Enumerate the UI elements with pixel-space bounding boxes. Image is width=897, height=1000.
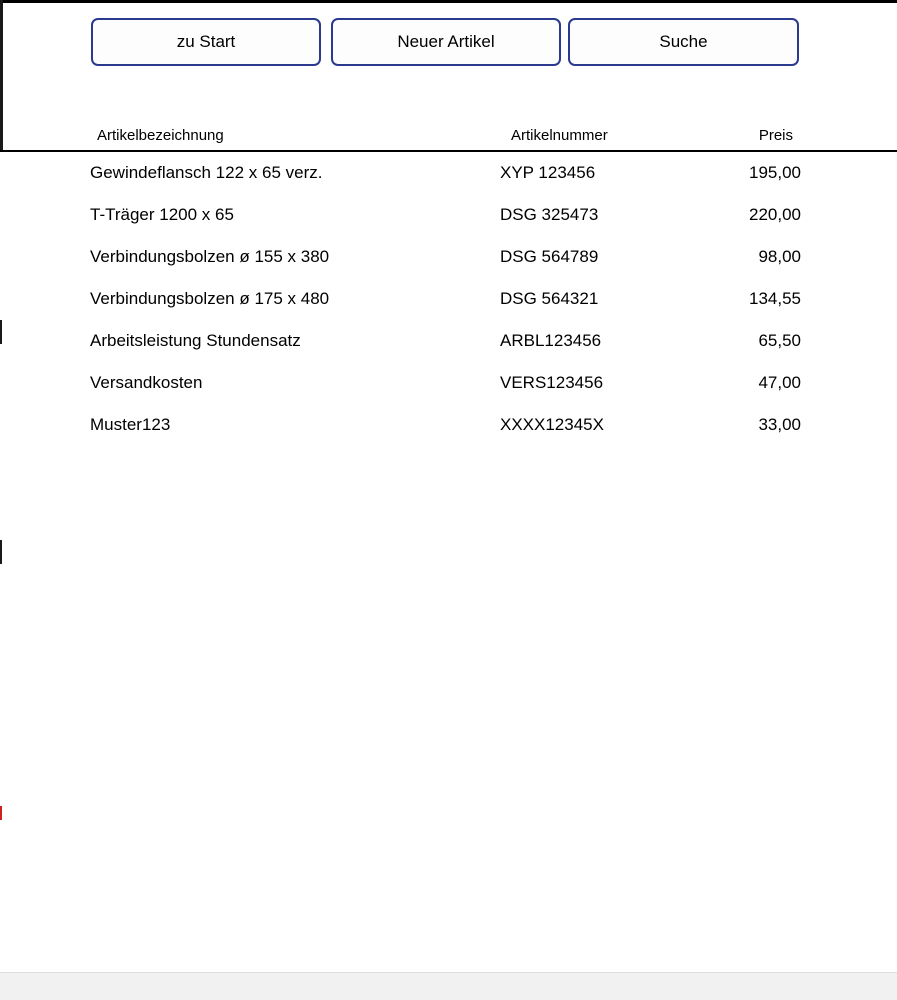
column-header-preis: Preis <box>758 127 793 144</box>
table-row[interactable] <box>0 152 897 194</box>
article-price: 98,00 <box>758 247 801 266</box>
table-row[interactable] <box>0 404 897 446</box>
article-number: XXXX12345X <box>500 415 604 434</box>
article-price: 47,00 <box>758 373 801 392</box>
table-row[interactable] <box>0 278 897 320</box>
table-row[interactable] <box>0 236 897 278</box>
article-description: Versandkosten <box>90 373 203 392</box>
window-top-edge <box>0 0 897 3</box>
table-row[interactable] <box>0 362 897 404</box>
article-number: VERS123456 <box>500 373 604 392</box>
article-price: 65,50 <box>758 331 801 350</box>
article-price: 220,00 <box>749 205 801 224</box>
article-description: T-Träger 1200 x 65 <box>90 205 234 224</box>
to-start-button[interactable]: zu Start <box>91 18 321 66</box>
column-header-artikelnummer: Artikelnummer <box>511 127 608 144</box>
article-description: Arbeitsleistung Stundensatz <box>90 331 301 350</box>
article-number: DSG 564789 <box>500 247 599 266</box>
search-button[interactable]: Suche <box>568 18 799 66</box>
horizontal-scrollbar[interactable] <box>0 972 897 1000</box>
screen-edge-mark-red <box>0 806 2 820</box>
article-description: Verbindungsbolzen ø 155 x 380 <box>90 247 330 266</box>
article-price: 195,00 <box>749 163 801 182</box>
article-number: DSG 325473 <box>500 205 599 224</box>
article-description: Gewindeflansch 122 x 65 verz. <box>90 163 323 182</box>
article-number: DSG 564321 <box>500 289 599 308</box>
article-price: 134,55 <box>749 289 801 308</box>
article-number: ARBL123456 <box>500 331 602 350</box>
screen-edge-mark <box>0 540 2 564</box>
article-description: Muster123 <box>90 415 171 434</box>
column-header-artikelbezeichnung: Artikelbezeichnung <box>97 127 224 144</box>
article-description: Verbindungsbolzen ø 175 x 480 <box>90 289 330 308</box>
article-list <box>0 152 897 446</box>
table-row[interactable] <box>0 320 897 362</box>
article-price: 33,00 <box>758 415 801 434</box>
table-header <box>0 122 897 150</box>
table-row[interactable] <box>0 194 897 236</box>
article-number: XYP 123456 <box>500 163 596 182</box>
new-article-button[interactable]: Neuer Artikel <box>331 18 561 66</box>
